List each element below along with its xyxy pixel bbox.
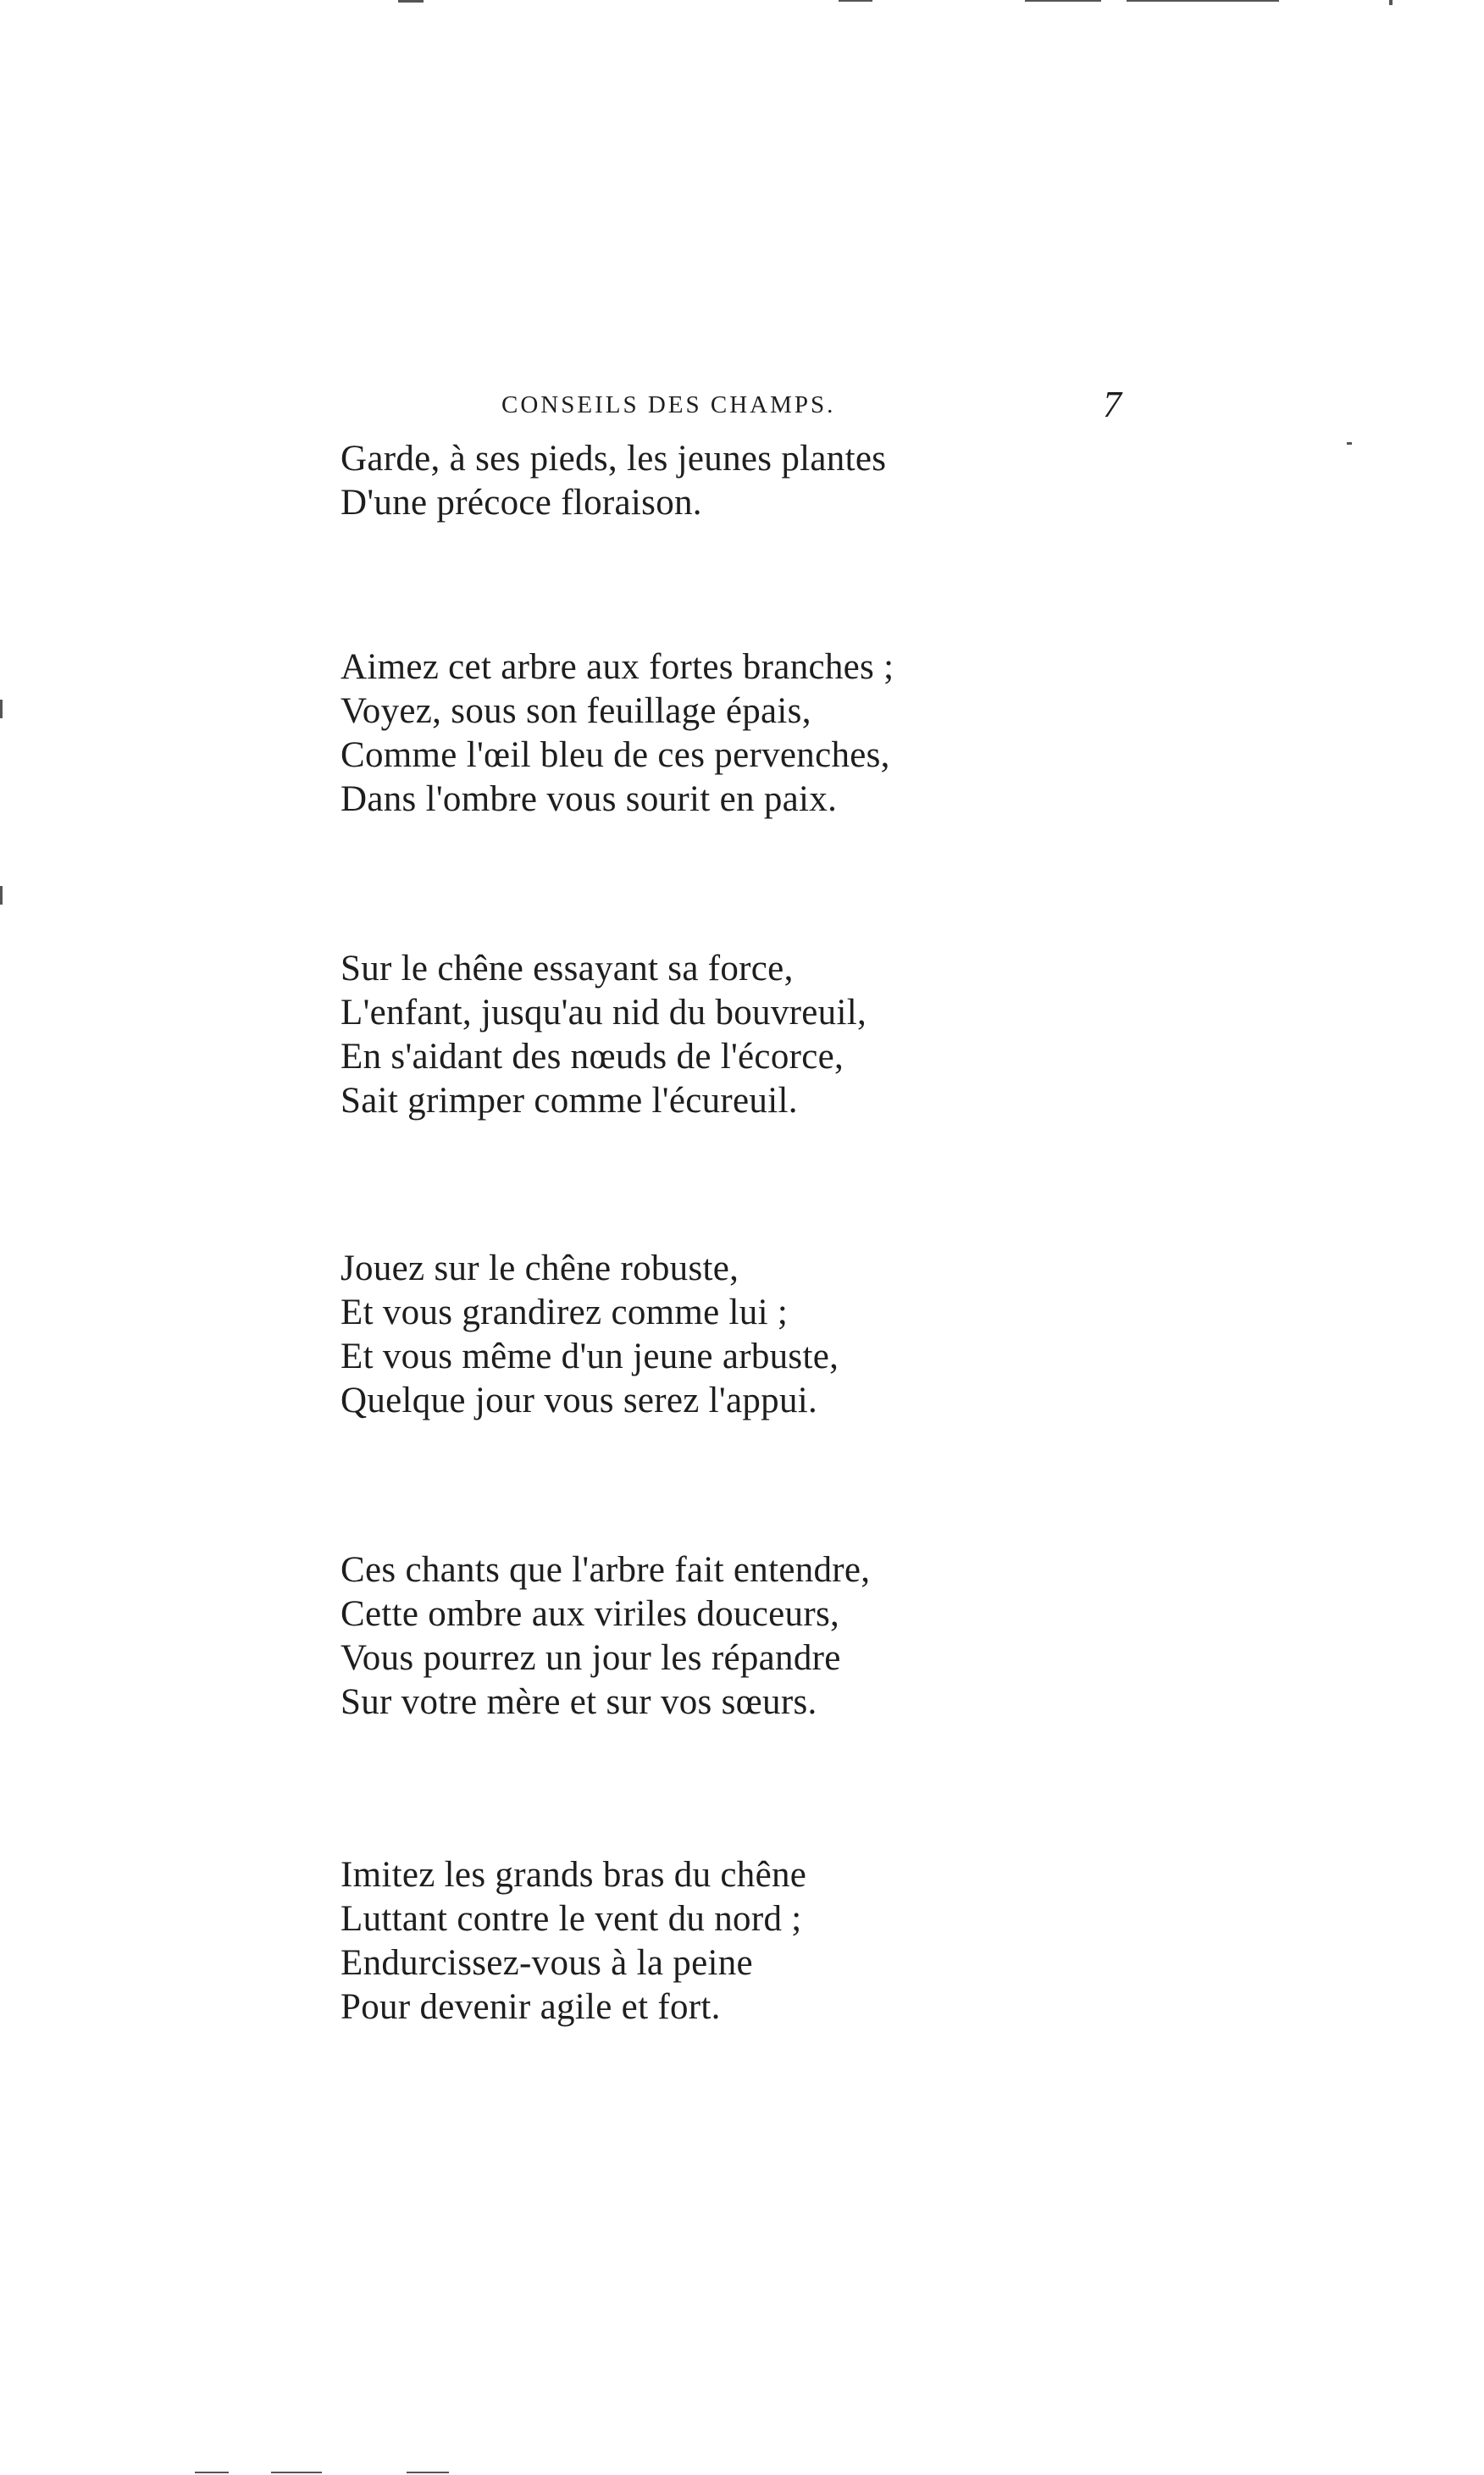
verse-line: Sur le chêne essayant sa force, <box>341 949 794 988</box>
stanza <box>341 947 867 1123</box>
running-title: CONSEILS DES CHAMPS. <box>501 391 836 418</box>
verse-line: Dans l'ombre vous sourit en paix. <box>341 779 838 819</box>
verse-line: Sur votre mère et sur vos sœurs. <box>341 1682 817 1722</box>
scan-edge-mark <box>839 0 872 2</box>
scan-edge-mark <box>271 2472 322 2473</box>
verse-line: Luttant contre le vent du nord ; <box>341 1899 802 1939</box>
scan-edge-mark <box>407 2472 449 2473</box>
verse-line: Garde, à ses pieds, les jeunes plantes <box>341 439 887 479</box>
verse-line: Et vous grandirez comme lui ; <box>341 1293 789 1332</box>
verse-line: Vous pourrez un jour les répandre <box>341 1638 841 1678</box>
verse-line: Quelque jour vous serez l'appui. <box>341 1381 818 1420</box>
scan-edge-mark <box>0 700 3 718</box>
stanza <box>341 437 886 525</box>
verse-line: Endurcissez-vous à la peine <box>341 1943 753 1983</box>
verse-line: Aimez cet arbre aux fortes branches ; <box>341 647 894 687</box>
verse-line: En s'aidant des nœuds de l'écorce, <box>341 1037 844 1077</box>
verse-line: Sait grimper comme l'écureuil. <box>341 1081 798 1121</box>
scan-edge-mark <box>195 2472 229 2473</box>
verse-line: D'une précoce floraison. <box>341 483 702 523</box>
verse-line: Cette ombre aux viriles douceurs, <box>341 1594 840 1634</box>
scan-edge-mark <box>1127 0 1279 2</box>
verse-line: Ces chants que l'arbre fait entendre, <box>341 1550 871 1590</box>
verse-line: Et vous même d'un jeune arbuste, <box>341 1337 839 1376</box>
scan-edge-mark <box>0 886 3 905</box>
verse-line: Pour devenir agile et fort. <box>341 1987 721 2027</box>
verse-line: Voyez, sous son feuillage épais, <box>341 691 811 731</box>
verse-line: Imitez les grands bras du chêne <box>341 1855 807 1895</box>
scan-edge-mark <box>398 0 424 3</box>
verse-line: Jouez sur le chêne robuste, <box>341 1249 739 1288</box>
stanza <box>341 645 894 822</box>
verse-line: Comme l'œil bleu de ces pervenches, <box>341 735 890 775</box>
scan-edge-mark <box>1389 0 1393 5</box>
verse-line: L'enfant, jusqu'au nid du bouvreuil, <box>341 993 867 1033</box>
page-number: 7 <box>1103 384 1121 425</box>
scan-edge-mark <box>1025 0 1101 2</box>
scan-edge-mark <box>1347 442 1352 445</box>
stanza <box>341 1247 839 1423</box>
stanza <box>341 1548 870 1725</box>
stanza <box>341 1853 806 2029</box>
